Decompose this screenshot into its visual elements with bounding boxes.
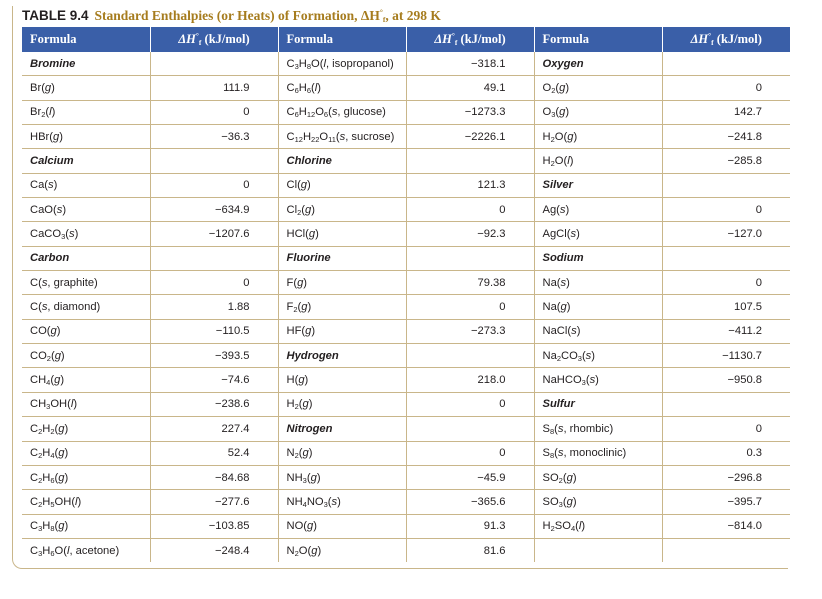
- table-row: [22, 198, 790, 222]
- enthalpy-value: 107.5: [662, 295, 790, 319]
- element-heading: Sulfur: [534, 392, 662, 416]
- formula-cell: $C_2H_2(g)$: [22, 417, 150, 441]
- enthalpy-value: 0: [662, 198, 790, 222]
- enthalpy-value: [150, 149, 278, 173]
- table-row: [22, 344, 790, 368]
- enthalpy-value: −74.6: [150, 368, 278, 392]
- enthalpy-value: 81.6: [406, 538, 534, 562]
- formula-cell: AgCl(s): [534, 222, 662, 246]
- formula-cell: Na(g): [534, 295, 662, 319]
- enthalpy-value: 142.7: [662, 100, 790, 124]
- enthalpy-value: −238.6: [150, 392, 278, 416]
- formula-cell: $N_2(g)$: [278, 441, 406, 465]
- formula-cell: $S_8(s$, monoclinic): [534, 441, 662, 465]
- table-row: [22, 490, 790, 514]
- enthalpy-value: 52.4: [150, 441, 278, 465]
- enthalpy-value: 227.4: [150, 417, 278, 441]
- formula-cell: CaO(s): [22, 198, 150, 222]
- element-heading: Chlorine: [278, 149, 406, 173]
- formula-cell: NO(g): [278, 514, 406, 538]
- formula-cell: $SO_2(g)$: [534, 465, 662, 489]
- formula-cell: $C_3H_6O(l$, acetone): [30, 544, 120, 558]
- table-row: [22, 514, 790, 538]
- formula-cell: $C_6H_{12}O_6(s$, glucose): [278, 100, 406, 124]
- formula-cell: C(s, diamond): [22, 295, 150, 319]
- formula-cell: $CO_2(g)$: [22, 344, 150, 368]
- enthalpy-value: −318.1: [406, 52, 534, 76]
- element-heading: Hydrogen: [278, 344, 406, 368]
- enthalpy-value: 111.9: [150, 76, 278, 100]
- formula-cell: $C_3H_8O(l$, isopropanol): [278, 52, 406, 76]
- header-enthalpy-2: $\Delta H^\circ_f$ (kJ/mol): [406, 27, 534, 52]
- formula-cell: Ag(s): [534, 198, 662, 222]
- formula-cell: $CH_4(g)$: [22, 368, 150, 392]
- enthalpy-value: −127.0: [662, 222, 790, 246]
- formula-cell: H(g): [278, 368, 406, 392]
- formula-cell: $N_2O(g)$: [278, 538, 406, 562]
- formula-cell: $F_2(g)$: [278, 295, 406, 319]
- formula-cell: Na(s): [534, 271, 662, 295]
- formula-cell: $C_2H_5OH(l)$: [22, 490, 150, 514]
- enthalpy-value: −395.7: [662, 490, 790, 514]
- enthalpy-value: 0: [662, 76, 790, 100]
- table-row: [22, 368, 790, 392]
- table-number: TABLE 9.4: [22, 8, 89, 23]
- formula-cell: Br(g): [22, 76, 150, 100]
- enthalpy-value: −814.0: [662, 514, 790, 538]
- enthalpy-value: [406, 246, 534, 270]
- formula-cell: CaCO$_3$(s): [22, 222, 150, 246]
- enthalpy-value: 91.3: [406, 514, 534, 538]
- enthalpy-value: 79.38: [406, 271, 534, 295]
- table-row: [22, 149, 790, 173]
- enthalpy-value: −365.6: [406, 490, 534, 514]
- table-row: [22, 417, 790, 441]
- enthalpy-value: −1273.3: [406, 100, 534, 124]
- table-row: [22, 173, 790, 197]
- element-heading: Carbon: [22, 246, 150, 270]
- enthalpy-value: [662, 538, 790, 562]
- formula-cell: $Br_2(l)$: [22, 100, 150, 124]
- formula-cell: F(g): [278, 271, 406, 295]
- enthalpy-value: [150, 52, 278, 76]
- table-row: [22, 52, 790, 76]
- formula-cell: $SO_3(g)$: [534, 490, 662, 514]
- table-row: [22, 538, 790, 562]
- enthalpy-value: −285.8: [662, 149, 790, 173]
- formula-cell: $O_3(g)$: [534, 100, 662, 124]
- enthalpy-value: −393.5: [150, 344, 278, 368]
- table-title: Standard Enthalpies (or Heats) of Formation, $\Delta H^\circ_f$, at 298 K: [94, 7, 441, 24]
- enthalpy-value: [662, 246, 790, 270]
- element-heading: Fluorine: [278, 246, 406, 270]
- enthalpy-value: 0: [406, 198, 534, 222]
- formula-cell: CO(g): [22, 319, 150, 343]
- enthalpy-value: [406, 344, 534, 368]
- enthalpy-table: [22, 27, 790, 562]
- table-row: [22, 76, 790, 100]
- enthalpy-value: 0: [150, 271, 278, 295]
- element-heading: Nitrogen: [278, 417, 406, 441]
- table-row: [22, 295, 790, 319]
- formula-cell: $H_2SO_4(l)$: [534, 514, 662, 538]
- formula-cell: HCl(g): [278, 222, 406, 246]
- enthalpy-value: −296.8: [662, 465, 790, 489]
- formula-cell: $NH_3(g)$: [278, 465, 406, 489]
- enthalpy-value: 0: [406, 392, 534, 416]
- enthalpy-value: −277.6: [150, 490, 278, 514]
- enthalpy-value: −2226.1: [406, 125, 534, 149]
- enthalpy-value: −248.4: [150, 538, 278, 562]
- enthalpy-value: 121.3: [406, 173, 534, 197]
- enthalpy-value: 0: [406, 441, 534, 465]
- formula-cell: $C_{12}H_{22}O_{11}(s$, sucrose): [278, 125, 406, 149]
- table-row: [22, 125, 790, 149]
- enthalpy-value: 218.0: [406, 368, 534, 392]
- formula-cell: $C_2H_4(g)$: [22, 441, 150, 465]
- element-heading: Sodium: [534, 246, 662, 270]
- element-heading: Calcium: [22, 149, 150, 173]
- enthalpy-value: −1207.6: [150, 222, 278, 246]
- enthalpy-value: −634.9: [150, 198, 278, 222]
- formula-cell: $C_6H_6(l)$: [278, 76, 406, 100]
- formula-cell: $C_3H_8(g)$: [22, 514, 150, 538]
- enthalpy-value: −950.8: [662, 368, 790, 392]
- header-formula-1: Formula: [22, 27, 150, 52]
- enthalpy-value: [662, 173, 790, 197]
- formula-cell: Cl(g): [278, 173, 406, 197]
- element-heading: Oxygen: [534, 52, 662, 76]
- table-row: [22, 392, 790, 416]
- enthalpy-value: 0: [662, 271, 790, 295]
- element-heading: Silver: [534, 173, 662, 197]
- formula-cell: Ca(s): [22, 173, 150, 197]
- header-formula-3: Formula: [534, 27, 662, 52]
- enthalpy-value: 0: [662, 417, 790, 441]
- formula-cell: $Cl_2(g)$: [278, 198, 406, 222]
- formula-cell: $Na_2CO_3(s)$: [534, 344, 662, 368]
- element-heading: Bromine: [22, 52, 150, 76]
- formula-cell: $H_2O(l)$: [534, 149, 662, 173]
- formula-cell: [534, 538, 662, 562]
- enthalpy-value: −411.2: [662, 319, 790, 343]
- header-formula-2: Formula: [278, 27, 406, 52]
- enthalpy-value: [150, 246, 278, 270]
- formula-cell: $S_8(s$, rhombic): [534, 417, 662, 441]
- header-row: [22, 27, 790, 52]
- formula-cell: $H_2(g)$: [278, 392, 406, 416]
- formula-cell: NaCl(s): [534, 319, 662, 343]
- enthalpy-value: 49.1: [406, 76, 534, 100]
- enthalpy-value: 0: [406, 295, 534, 319]
- enthalpy-value: 1.88: [150, 295, 278, 319]
- enthalpy-value: 0: [150, 173, 278, 197]
- formula-cell: C(s, graphite): [22, 271, 150, 295]
- formula-cell: $O_2(g)$: [534, 76, 662, 100]
- header-enthalpy-1: $\Delta H^\circ_f$ (kJ/mol): [150, 27, 278, 52]
- enthalpy-value: −273.3: [406, 319, 534, 343]
- enthalpy-value: −103.85: [150, 514, 278, 538]
- enthalpy-value: [662, 52, 790, 76]
- enthalpy-value: −45.9: [406, 465, 534, 489]
- enthalpy-value: [406, 149, 534, 173]
- formula-cell: $C_2H_6(g)$: [22, 465, 150, 489]
- table-row: [22, 441, 790, 465]
- enthalpy-value: −241.8: [662, 125, 790, 149]
- enthalpy-value: 0: [150, 100, 278, 124]
- enthalpy-value: [662, 392, 790, 416]
- enthalpy-value: −110.5: [150, 319, 278, 343]
- enthalpy-value: −1130.7: [662, 344, 790, 368]
- formula-cell: $H_2O(g)$: [534, 125, 662, 149]
- enthalpy-value: −92.3: [406, 222, 534, 246]
- table-body: [22, 52, 790, 562]
- table-row: [22, 222, 790, 246]
- table-row: [22, 319, 790, 343]
- table-row: [22, 100, 790, 124]
- table-row: [22, 271, 790, 295]
- enthalpy-value: [406, 417, 534, 441]
- formula-cell: NaHCO$_3$(s): [534, 368, 662, 392]
- formula-cell: $NH_4NO_3(s)$: [278, 490, 406, 514]
- formula-cell: $CH_3OH(l)$: [22, 392, 150, 416]
- enthalpy-value: −84.68: [150, 465, 278, 489]
- enthalpy-value: 0.3: [662, 441, 790, 465]
- enthalpy-value: −36.3: [150, 125, 278, 149]
- table-row: [22, 465, 790, 489]
- table-row: [22, 246, 790, 270]
- header-enthalpy-3: $\Delta H^\circ_f$ (kJ/mol): [662, 27, 790, 52]
- table-caption: [22, 8, 441, 24]
- formula-cell: HF(g): [278, 319, 406, 343]
- formula-cell: HBr(g): [22, 125, 150, 149]
